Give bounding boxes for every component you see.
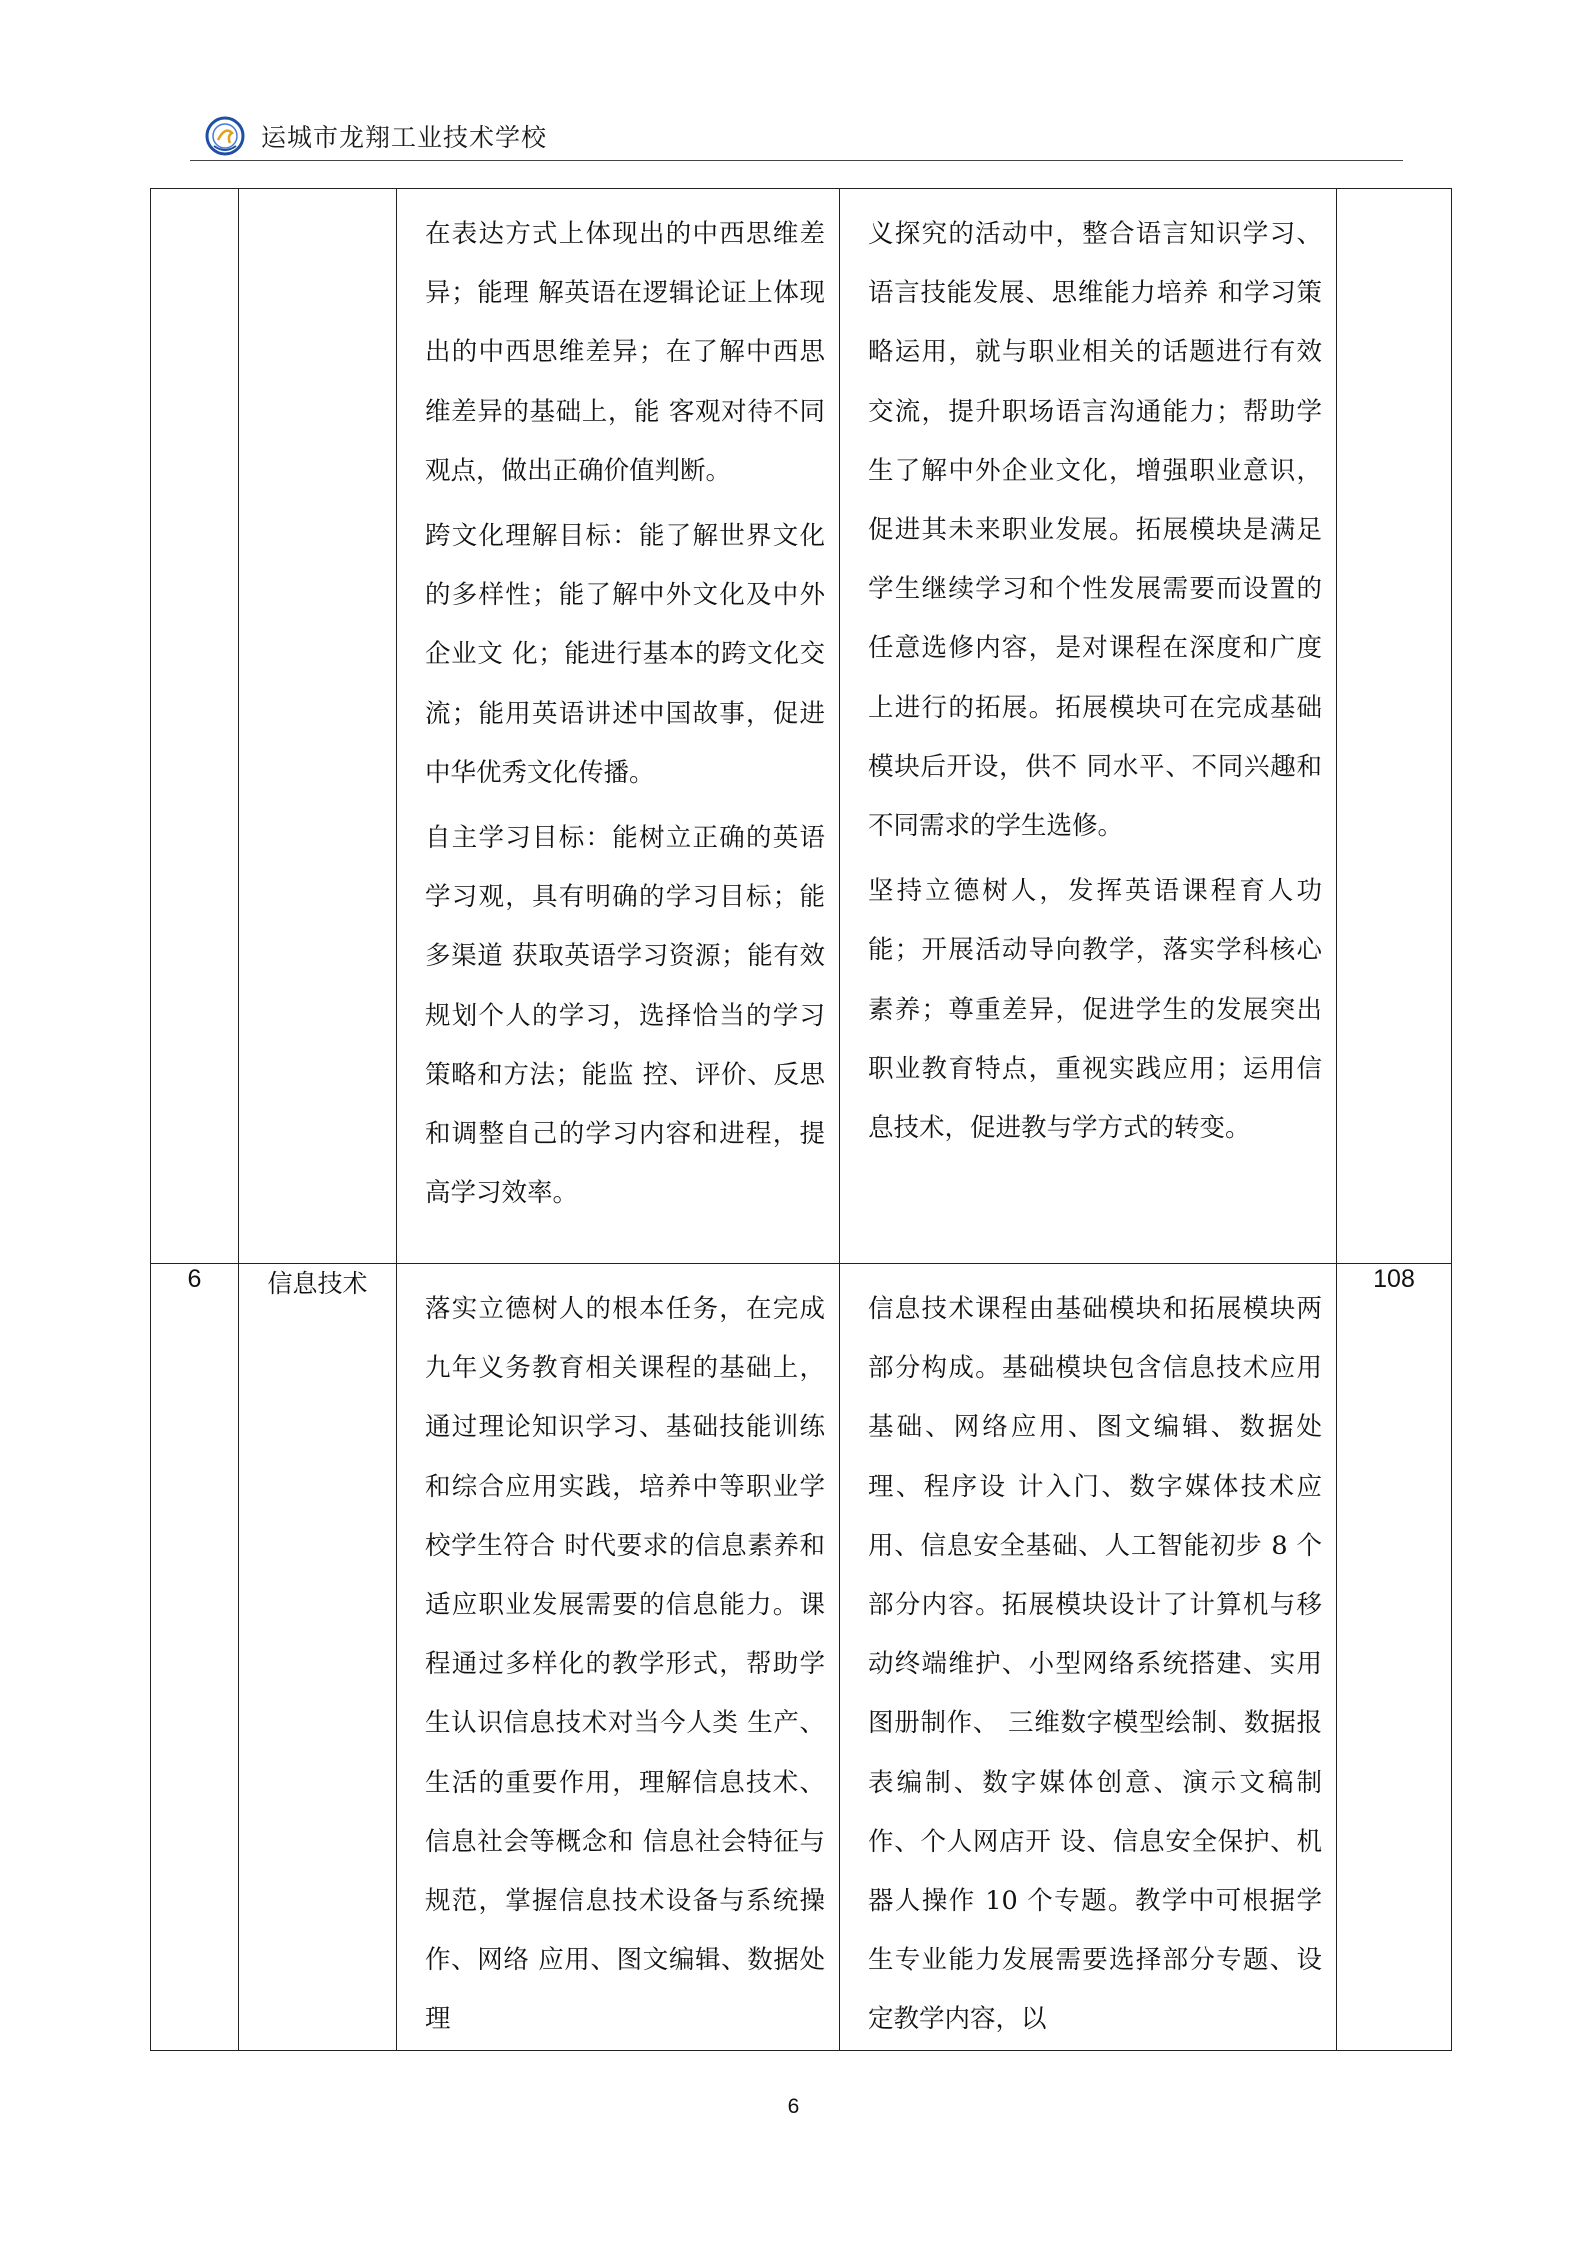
page-header [205, 112, 1405, 162]
table-row [151, 1264, 1452, 2051]
row-number-cell [151, 189, 239, 1264]
hours-cell: 108 [1337, 1264, 1452, 2051]
content-paragraph: 信息技术课程由基础模块和拓展模块两部分构成。基础模块包含信息技术应用基础、网络应用、图文编辑、数据处理、程序设 计入门、数字媒体技术应用、信息安全基础、人工智能初步 8 个部分内容。拓展模块设计了计算机与移动终端维护、小型网络系统搭建、实用图册制作、 三维数字模型绘制、数据报表编制、数字媒体创意、演示文稿制作、个人网店开 设、信息安全保护、机器人操作 10 个专题。教学中可根据学生专业能力发展需要选择部分专题、设定教学内容，以 [868, 1294, 1322, 2035]
school-emblem-icon [205, 116, 245, 156]
course-content-cell [840, 1264, 1337, 2051]
course-goal-cell [397, 1264, 840, 2051]
course-goal-cell [397, 189, 840, 1264]
row-number-cell: 6 [151, 1264, 239, 2051]
content-paragraph: 坚持立德树人，发挥英语课程育人功能；开展活动导向教学，落实学科核心素养；尊重差异，促进学生的发展突出职业教育特点，重视实践应用；运用信息技术，促进教与学方式的转变。 [868, 876, 1322, 1144]
hours-cell [1337, 189, 1452, 1264]
page-number: 6 [787, 2095, 800, 2118]
course-name-cell [239, 189, 397, 1264]
course-name-cell: 信息技术 [239, 1264, 397, 2051]
table-row [151, 189, 1452, 1264]
curriculum-table [150, 188, 1452, 2051]
content-paragraph: 义探究的活动中，整合语言知识学习、语言技能发展、思维能力培养 和学习策略运用，就与职业相关的话题进行有效交流，提升职场语言沟通能力；帮助学生了解中外企业文化，增强职业意识，促进其未来职业发展。拓展模块是满足学生继续学习和个性发展需要而设置的任意选修内容，是对课程在深度和广度上进行的拓展。拓展模块可在完成基础模块后开设，供不 同水平、不同兴趣和不同需求的学生选修。 [868, 219, 1322, 842]
course-content-cell [840, 189, 1337, 1264]
goal-paragraph: 在表达方式上体现出的中西思维差异；能理 解英语在逻辑论证上体现出的中西思维差异；在了解中西思维差异的基础上，能 客观对待不同观点，做出正确价值判断。 [425, 219, 825, 486]
header-divider [190, 160, 1403, 161]
goal-paragraph: 跨文化理解目标：能了解世界文化的多样性；能了解中外文化及中外企业文 化；能进行基本的跨文化交流；能用英语讲述中国故事，促进中华优秀文化传播。 [425, 521, 825, 788]
goal-paragraph: 落实立德树人的根本任务，在完成九年义务教育相关课程的基础上，通过理论知识学习、基础技能训练和综合应用实践，培养中等职业学校学生符合 时代要求的信息素养和适应职业发展需要的信息能力。课程通过多样化的教学形式，帮助学生认识信息技术对当今人类 生产、生活的重要作用，理解信息技术、信息社会等概念和 信息社会特征与规范，掌握信息技术设备与系统操作、网络 应用、图文编辑、数据处理 [425, 1294, 825, 2035]
school-name: 运城市龙翔工业技术学校 [261, 123, 548, 152]
goal-paragraph: 自主学习目标：能树立正确的英语学习观，具有明确的学习目标；能多渠道 获取英语学习资源；能有效规划个人的学习，选择恰当的学习策略和方法；能监 控、评价、反思和调整自己的学习内容和进程，提高学习效率。 [425, 823, 825, 1209]
